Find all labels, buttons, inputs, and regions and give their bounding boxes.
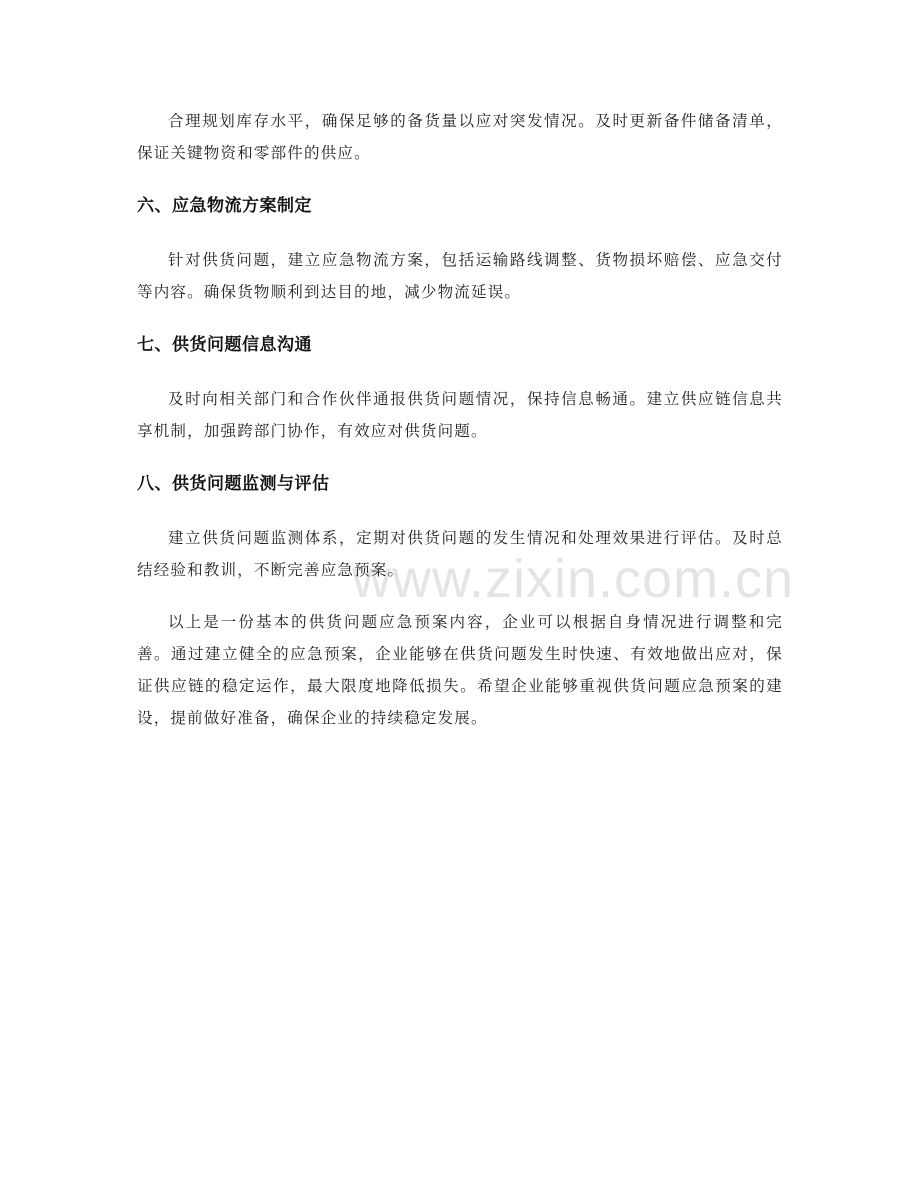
paragraph-monitoring: 建立供货问题监测体系，定期对供货问题的发生情况和处理效果进行评估。及时总结经验和教训，不断完善应急预案。 — [137, 529, 783, 579]
paragraph-inventory: 合理规划库存水平，确保足够的备货量以应对突发情况。及时更新备件储备清单，保证关键物资和零部件的供应。 — [137, 112, 783, 162]
section-heading-7: 七、供货问题信息沟通 — [137, 335, 312, 355]
section-heading-6: 六、应急物流方案制定 — [137, 196, 312, 216]
watermark: www.zixin.com.cn — [352, 549, 795, 609]
paragraph-conclusion: 以上是一份基本的供货问题应急预案内容，企业可以根据自身情况进行调整和完善。通过建立健全的应急预案，企业能够在供货问题发生时快速、有效地做出应对，保证供应链的稳定运作，最大限度地降低损失。希望企业能够重视供货问题应急预案的建设，提前做好准备，确保企业的持续稳定发展。 — [137, 613, 783, 727]
document-body — [137, 105, 783, 734]
section-heading-8: 八、供货问题监测与评估 — [137, 474, 330, 494]
paragraph-logistics: 针对供货问题，建立应急物流方案，包括运输路线调整、货物损坏赔偿、应急交付等内容。确保货物顺利到达目的地，减少物流延误。 — [137, 251, 783, 301]
paragraph-communication: 及时向相关部门和合作伙伴通报供货问题情况，保持信息畅通。建立供应链信息共享机制，加强跨部门协作，有效应对供货问题。 — [137, 390, 783, 440]
